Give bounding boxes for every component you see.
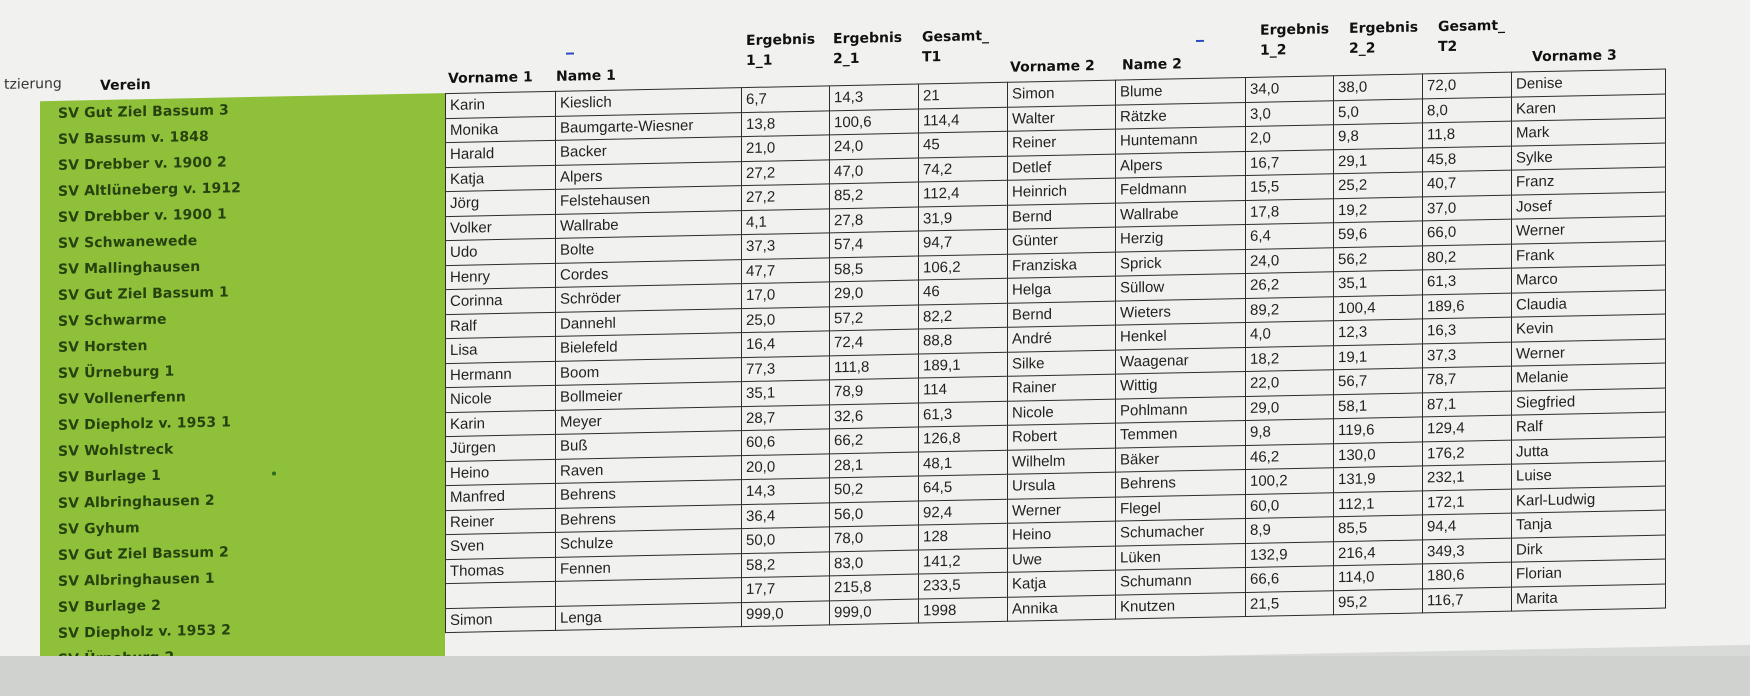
- table-cell: Udo: [446, 238, 556, 265]
- table-cell: 5,0: [1334, 98, 1423, 124]
- table-cell: 37,0: [1423, 195, 1512, 221]
- table-cell: Henry: [446, 263, 556, 290]
- club-name: SV Schwarme: [58, 311, 167, 330]
- table-cell: 66,6: [1246, 566, 1334, 592]
- club-name: SV Burlage 2: [58, 597, 161, 616]
- table-cell: 15,5: [1246, 174, 1334, 200]
- table-cell: 9,8: [1334, 123, 1423, 149]
- table-cell: Claudia: [1512, 290, 1666, 318]
- table-cell: 48,1: [919, 450, 1008, 476]
- table-cell: 88,8: [919, 327, 1008, 353]
- table-cell: 116,7: [1423, 587, 1512, 613]
- club-name: SV Horsten: [58, 338, 148, 356]
- table-cell: 74,2: [919, 156, 1008, 182]
- table-cell: Reiner: [1008, 129, 1116, 156]
- table-cell: 112,4: [919, 180, 1008, 206]
- table-cell: 60,0: [1246, 492, 1334, 518]
- table-cell: 21,0: [742, 135, 830, 161]
- table-cell: 9,8: [1246, 419, 1334, 445]
- table-cell: Schumann: [1116, 567, 1246, 594]
- table-cell: Baumgarte-Wiesner: [556, 112, 742, 140]
- table-cell: Wieters: [1116, 298, 1246, 325]
- table-cell: 35,1: [742, 380, 830, 406]
- table-cell: 141,2: [919, 548, 1008, 574]
- table-cell: Werner: [1008, 497, 1116, 524]
- club-name: SV Altlüneberg v. 1912: [58, 180, 242, 200]
- table-cell: 130,0: [1334, 441, 1423, 467]
- table-cell: Heino: [1008, 521, 1116, 548]
- table-cell: Thomas: [446, 557, 556, 584]
- table-cell: Boom: [556, 357, 742, 385]
- club-name: SV Albringhausen 1: [58, 570, 215, 590]
- table-cell: Alpers: [556, 161, 742, 189]
- table-cell: Siegfried: [1512, 388, 1666, 416]
- table-cell: Süllow: [1116, 273, 1246, 300]
- table-cell: Monika: [446, 116, 556, 143]
- table-cell: Mark: [1512, 118, 1666, 146]
- table-cell: 56,2: [1334, 245, 1423, 271]
- table-cell: Bielefeld: [556, 333, 742, 361]
- table-cell: 47,0: [830, 158, 919, 184]
- table-cell: Ralf: [446, 312, 556, 339]
- table-cell: 58,2: [742, 551, 830, 577]
- table-cell: 87,1: [1423, 391, 1512, 417]
- table-cell: 89,2: [1246, 296, 1334, 322]
- table-cell: 999,0: [742, 600, 830, 626]
- table-cell: 56,0: [830, 501, 919, 527]
- table-cell: 29,1: [1334, 147, 1423, 173]
- table-cell: Volker: [446, 214, 556, 241]
- table-cell: 216,4: [1334, 539, 1423, 565]
- table-cell: Blume: [1116, 77, 1246, 104]
- table-cell: Tanja: [1512, 510, 1666, 538]
- table-cell: 100,4: [1334, 294, 1423, 320]
- table-cell: Melanie: [1512, 363, 1666, 391]
- club-name: SV Drebber v. 1900 2: [58, 154, 227, 174]
- table-cell: Günter: [1008, 227, 1116, 254]
- table-cell: 100,6: [830, 109, 919, 135]
- table-cell: Marita: [1512, 584, 1666, 612]
- club-name: SV Drebber v. 1900 1: [58, 206, 227, 226]
- table-cell: 66,0: [1423, 219, 1512, 245]
- table-cell: 37,3: [742, 233, 830, 259]
- table-cell: 60,6: [742, 429, 830, 455]
- table-cell: 19,1: [1334, 343, 1423, 369]
- table-cell: Walter: [1008, 105, 1116, 132]
- table-cell: Bernd: [1008, 203, 1116, 230]
- table-cell: 20,0: [742, 453, 830, 479]
- table-cell: 215,8: [830, 574, 919, 600]
- table-cell: 233,5: [919, 572, 1008, 598]
- table-cell: André: [1008, 325, 1116, 352]
- table-cell: 19,2: [1334, 196, 1423, 222]
- table-cell: 85,2: [830, 182, 919, 208]
- club-name: SV Mallinghausen: [58, 258, 201, 278]
- table-cell: 6,4: [1246, 223, 1334, 249]
- table-cell: Corinna: [446, 287, 556, 314]
- header-vorname-3: Vorname 3: [1532, 47, 1617, 66]
- table-cell: 50,0: [742, 527, 830, 553]
- header-name-2: Name 2: [1122, 56, 1182, 74]
- table-cell: Waagenar: [1116, 347, 1246, 374]
- table-cell: Simon: [446, 606, 556, 633]
- table-cell: 13,8: [742, 110, 830, 136]
- table-cell: 112,1: [1334, 490, 1423, 516]
- table-cell: 94,7: [919, 229, 1008, 255]
- table-cell: 1998: [919, 597, 1008, 623]
- table-cell: Schröder: [556, 284, 742, 312]
- club-name: SV Bassum v. 1848: [58, 128, 209, 148]
- table-cell: 14,3: [742, 478, 830, 504]
- table-cell: 35,1: [1334, 270, 1423, 296]
- table-cell: Wallrabe: [556, 210, 742, 238]
- table-cell: Manfred: [446, 483, 556, 510]
- table-cell: 58,5: [830, 256, 919, 282]
- table-cell: 176,2: [1423, 440, 1512, 466]
- table-cell: Bollmeier: [556, 382, 742, 410]
- table-cell: 34,0: [1246, 76, 1334, 102]
- header-ergebnis-2-2-line1: Ergebnis: [1349, 19, 1419, 37]
- table-cell: Schulze: [556, 529, 742, 557]
- table-cell: 17,8: [1246, 198, 1334, 224]
- table-cell: 78,0: [830, 525, 919, 551]
- table-cell: 46,2: [1246, 443, 1334, 469]
- table-cell: Sprick: [1116, 249, 1246, 276]
- table-cell: 232,1: [1423, 464, 1512, 490]
- table-cell: 46: [919, 278, 1008, 304]
- table-cell: Karen: [1512, 94, 1666, 122]
- club-name: SV Gut Ziel Bassum 1: [58, 284, 229, 304]
- table-cell: 61,3: [1423, 268, 1512, 294]
- table-cell: Annika: [1008, 595, 1116, 622]
- table-cell: Werner: [1512, 339, 1666, 367]
- table-cell: 47,7: [742, 257, 830, 283]
- table-cell: Buß: [556, 431, 742, 459]
- table-cell: 8,9: [1246, 517, 1334, 543]
- header-ergebnis-2-2: [1349, 18, 1418, 59]
- table-cell: 82,2: [919, 303, 1008, 329]
- club-name: SV Diepholz v. 1953 1: [58, 414, 231, 434]
- table-cell: 129,4: [1423, 415, 1512, 441]
- table-cell: 172,1: [1423, 489, 1512, 515]
- table-cell: Felstehausen: [556, 186, 742, 214]
- table-cell: Wilhelm: [1008, 448, 1116, 475]
- table-cell: 40,7: [1423, 170, 1512, 196]
- table-cell: 37,3: [1423, 342, 1512, 368]
- club-name: SV Burlage 1: [58, 467, 161, 486]
- table-cell: 27,2: [742, 184, 830, 210]
- table-cell: 128: [919, 523, 1008, 549]
- table-cell: Helga: [1008, 276, 1116, 303]
- table-cell: Franz: [1512, 167, 1666, 195]
- header-gesamt-t2: [1438, 16, 1505, 57]
- table-cell: Nicole: [446, 385, 556, 412]
- table-cell: Denise: [1512, 69, 1666, 97]
- table-cell: 77,3: [742, 355, 830, 381]
- redacted-cell: [556, 578, 742, 606]
- table-cell: 16,7: [1246, 149, 1334, 175]
- table-cell: 999,0: [830, 599, 919, 625]
- table-cell: 50,2: [830, 476, 919, 502]
- header-ergebnis-2-1-line1: Ergebnis: [833, 29, 903, 48]
- table-cell: 56,7: [1334, 368, 1423, 394]
- table-cell: 16,3: [1423, 317, 1512, 343]
- table-cell: 45,8: [1423, 146, 1512, 172]
- table-cell: 17,0: [742, 282, 830, 308]
- table-cell: Bolte: [556, 235, 742, 263]
- table-cell: Jutta: [1512, 437, 1666, 465]
- table-cell: 25,0: [742, 306, 830, 332]
- table-cell: 32,6: [830, 403, 919, 429]
- table-cell: 22,0: [1246, 370, 1334, 396]
- table-cell: Simon: [1008, 80, 1116, 107]
- table-cell: 78,9: [830, 378, 919, 404]
- table-cell: Meyer: [556, 406, 742, 434]
- table-cell: 94,4: [1423, 513, 1512, 539]
- club-name: SV Schwanewede: [58, 233, 198, 252]
- table-cell: Silke: [1008, 350, 1116, 377]
- table-cell: Dirk: [1512, 535, 1666, 563]
- table-cell: 72,0: [1423, 72, 1512, 98]
- table-cell: 24,0: [1246, 247, 1334, 273]
- table-cell: Lenga: [556, 602, 742, 630]
- table-cell: 180,6: [1423, 562, 1512, 588]
- table-cell: 189,6: [1423, 293, 1512, 319]
- table-cell: 106,2: [919, 254, 1008, 280]
- table-cell: 58,1: [1334, 392, 1423, 418]
- table-cell: Huntemann: [1116, 126, 1246, 153]
- table-cell: Sylke: [1512, 143, 1666, 171]
- table-cell: Luise: [1512, 461, 1666, 489]
- header-gesamt-t1-line1: Gesamt_: [922, 28, 990, 46]
- table-cell: Frank: [1512, 241, 1666, 269]
- results-table-body: [446, 69, 1666, 632]
- table-cell: Katja: [1008, 570, 1116, 597]
- table-cell: Rätzke: [1116, 102, 1246, 129]
- table-cell: Bäker: [1116, 445, 1246, 472]
- club-name: SV Gut Ziel Bassum 3: [58, 102, 229, 122]
- table-cell: 100,2: [1246, 468, 1334, 494]
- table-cell: Schumacher: [1116, 518, 1246, 545]
- table-cell: Behrens: [556, 480, 742, 508]
- table-cell: 31,9: [919, 205, 1008, 231]
- header-gesamt-t1-line2: T1: [922, 49, 942, 66]
- table-cell: 114,4: [919, 107, 1008, 133]
- table-cell: 21: [919, 82, 1008, 108]
- table-cell: Jürgen: [446, 434, 556, 461]
- table-cell: Bernd: [1008, 301, 1116, 328]
- table-cell: Flegel: [1116, 494, 1246, 521]
- table-cell: 349,3: [1423, 538, 1512, 564]
- club-name: SV Vollenerfenn: [58, 389, 186, 408]
- table-cell: Sven: [446, 532, 556, 559]
- table-cell: Kevin: [1512, 314, 1666, 342]
- table-cell: 95,2: [1334, 588, 1423, 614]
- table-cell: 28,1: [830, 452, 919, 478]
- table-cell: Wittig: [1116, 371, 1246, 398]
- table-cell: 119,6: [1334, 417, 1423, 443]
- table-cell: Werner: [1512, 216, 1666, 244]
- header-platzierung: tzierung: [4, 75, 62, 93]
- table-cell: 2,0: [1246, 125, 1334, 151]
- table-cell: 6,7: [742, 86, 830, 112]
- table-cell: 14,3: [830, 84, 919, 110]
- table-cell: 18,2: [1246, 345, 1334, 371]
- table-cell: Nicole: [1008, 399, 1116, 426]
- table-cell: 189,1: [919, 352, 1008, 378]
- table-cell: Heino: [446, 459, 556, 486]
- header-ergebnis-2-1-line2: 2_1: [833, 50, 860, 68]
- table-cell: Jörg: [446, 189, 556, 216]
- table-cell: Ursula: [1008, 472, 1116, 499]
- table-cell: Fennen: [556, 553, 742, 581]
- table-cell: 29,0: [830, 280, 919, 306]
- table-cell: 72,4: [830, 329, 919, 355]
- header-verein: Verein: [100, 76, 151, 94]
- table-cell: Wallrabe: [1116, 200, 1246, 227]
- club-name: SV Albringhausen 2: [58, 492, 215, 512]
- header-ergebnis-2-2-line2: 2_2: [1349, 40, 1376, 57]
- header-vorname-2: Vorname 2: [1010, 58, 1095, 76]
- table-cell: Lisa: [446, 336, 556, 363]
- table-cell: 111,8: [830, 354, 919, 380]
- table-cell: 27,8: [830, 207, 919, 233]
- redacted-cell: [446, 581, 556, 608]
- table-cell: Florian: [1512, 559, 1666, 587]
- table-cell: Marco: [1512, 265, 1666, 293]
- table-cell: 36,4: [742, 502, 830, 528]
- header-ergebnis-1-1: [746, 30, 815, 71]
- header-gesamt-t2-line2: T2: [1438, 38, 1458, 56]
- header-name-1: Name 1: [556, 67, 616, 85]
- table-cell: Herzig: [1116, 224, 1246, 251]
- table-cell: 59,6: [1334, 221, 1423, 247]
- table-cell: 17,7: [742, 576, 830, 602]
- table-cell: Temmen: [1116, 420, 1246, 447]
- header-ergebnis-1-2: [1260, 19, 1329, 60]
- club-name: SV Ürneburg 1: [58, 363, 175, 382]
- table-cell: 29,0: [1246, 394, 1334, 420]
- table-cell: 27,2: [742, 159, 830, 185]
- table-cell: Karl-Ludwig: [1512, 486, 1666, 514]
- table-cell: Heinrich: [1008, 178, 1116, 205]
- table-cell: 80,2: [1423, 244, 1512, 270]
- table-cell: 11,8: [1423, 121, 1512, 147]
- header-ergebnis-1-1-line1: Ergebnis: [746, 31, 816, 50]
- results-table: [445, 69, 1666, 634]
- header-gesamt-t1: [922, 26, 989, 67]
- header-vorname-1: Vorname 1: [448, 69, 533, 88]
- club-name: SV Gyhum: [58, 520, 140, 538]
- table-cell: 25,2: [1334, 172, 1423, 198]
- table-cell: 24,0: [830, 133, 919, 159]
- table-cell: Rainer: [1008, 374, 1116, 401]
- header-ergebnis-1-2-line1: Ergebnis: [1260, 21, 1330, 39]
- table-cell: Ralf: [1512, 412, 1666, 440]
- club-name: SV Wohlstreck: [58, 441, 174, 460]
- table-cell: Behrens: [556, 504, 742, 532]
- table-cell: 38,0: [1334, 74, 1423, 100]
- table-cell: Harald: [446, 140, 556, 167]
- header-ergebnis-1-2-line2: 1_2: [1260, 42, 1287, 59]
- table-cell: 57,4: [830, 231, 919, 257]
- table-cell: 4,0: [1246, 321, 1334, 347]
- table-cell: 85,5: [1334, 515, 1423, 541]
- sort-marker-icon: [566, 52, 574, 54]
- table-cell: Dannehl: [556, 308, 742, 336]
- table-cell: Karin: [446, 91, 556, 118]
- table-cell: Feldmann: [1116, 175, 1246, 202]
- table-cell: Backer: [556, 137, 742, 165]
- table-cell: 26,2: [1246, 272, 1334, 298]
- table-cell: Alpers: [1116, 151, 1246, 178]
- header-ergebnis-2-1: [833, 28, 902, 69]
- table-cell: 21,5: [1246, 590, 1334, 616]
- table-cell: Kieslich: [556, 88, 742, 116]
- table-cell: 131,9: [1334, 466, 1423, 492]
- table-cell: 78,7: [1423, 366, 1512, 392]
- table-cell: 61,3: [919, 401, 1008, 427]
- table-cell: 8,0: [1423, 97, 1512, 123]
- table-cell: Katja: [446, 165, 556, 192]
- table-cell: 64,5: [919, 474, 1008, 500]
- table-cell: Uwe: [1008, 546, 1116, 573]
- sort-marker-icon: [1196, 40, 1204, 42]
- header-gesamt-t2-line1: Gesamt_: [1438, 17, 1506, 36]
- table-cell: 66,2: [830, 427, 919, 453]
- table-cell: 45: [919, 131, 1008, 157]
- table-cell: Reiner: [446, 508, 556, 535]
- table-cell: Henkel: [1116, 322, 1246, 349]
- club-name: SV Diepholz v. 1953 2: [58, 622, 231, 642]
- table-cell: Knutzen: [1116, 592, 1246, 619]
- table-cell: Lüken: [1116, 543, 1246, 570]
- table-cell: Hermann: [446, 361, 556, 388]
- header-ergebnis-1-1-line2: 1_1: [746, 52, 773, 70]
- table-cell: 114: [919, 376, 1008, 402]
- table-cell: Pohlmann: [1116, 396, 1246, 423]
- table-cell: Behrens: [1116, 469, 1246, 496]
- table-cell: Raven: [556, 455, 742, 483]
- table-cell: 83,0: [830, 550, 919, 576]
- club-name: SV Gut Ziel Bassum 2: [58, 544, 229, 564]
- table-cell: Franziska: [1008, 252, 1116, 279]
- table-cell: Cordes: [556, 259, 742, 287]
- table-cell: 92,4: [919, 499, 1008, 525]
- table-cell: 132,9: [1246, 541, 1334, 567]
- table-cell: 28,7: [742, 404, 830, 430]
- table-cell: 16,4: [742, 331, 830, 357]
- table-cell: 4,1: [742, 208, 830, 234]
- table-cell: 114,0: [1334, 564, 1423, 590]
- table-cell: 3,0: [1246, 100, 1334, 126]
- table-cell: Karin: [446, 410, 556, 437]
- background-surface: [0, 656, 1750, 696]
- table-cell: Robert: [1008, 423, 1116, 450]
- table-cell: 126,8: [919, 425, 1008, 451]
- table-cell: Detlef: [1008, 154, 1116, 181]
- table-cell: 12,3: [1334, 319, 1423, 345]
- table-cell: Josef: [1512, 192, 1666, 220]
- table-cell: 57,2: [830, 305, 919, 331]
